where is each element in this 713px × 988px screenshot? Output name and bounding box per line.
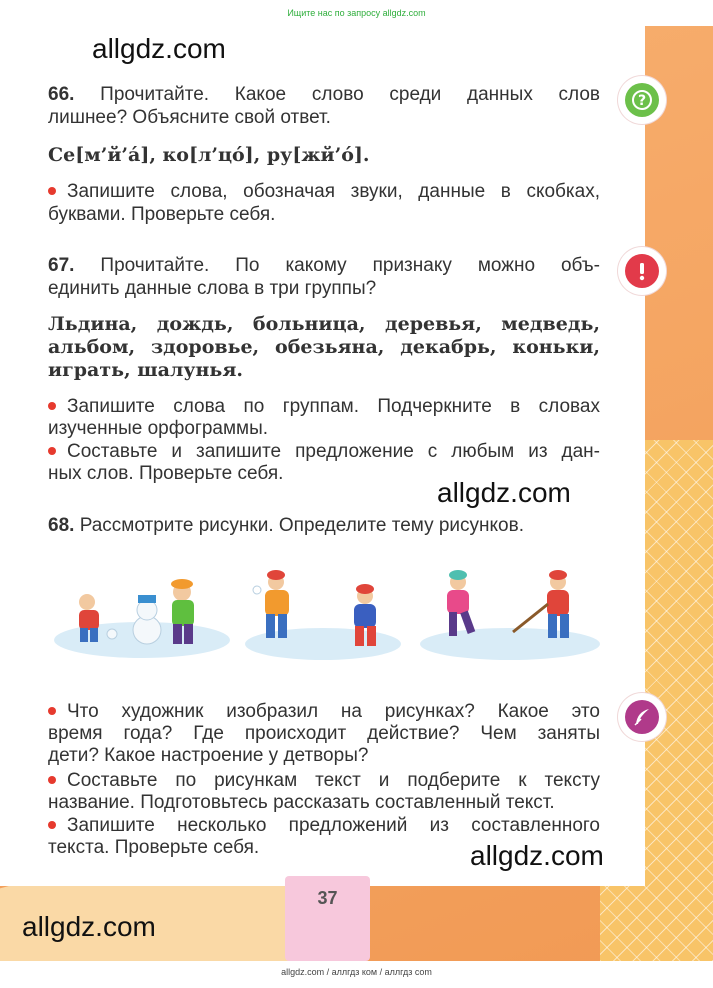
exercise-67-task2-line2: ных слов. Проверьте себя. xyxy=(48,463,284,484)
exercise-68-task-line2: время года? Где происходит действие? Чем заняты xyxy=(48,723,600,744)
exercise-67-task: Запишите слова по группам. Подчеркните в словах xyxy=(48,396,600,418)
exercise-number: 66. xyxy=(48,84,75,105)
exercise-68-task2-line2: название. Подготовьтесь рассказать составленный текст. xyxy=(48,792,555,813)
exclamation-icon xyxy=(625,254,659,288)
exclamation-badge xyxy=(618,247,666,295)
exercise-67-words: играть, шалунья. xyxy=(48,359,243,381)
skating-illustration xyxy=(418,562,603,662)
exercise-number: 67. xyxy=(48,255,75,276)
exercise-66-task: Запишите слова, обозначая звуки, данные в скобках, xyxy=(48,181,600,203)
top-banner[interactable]: Ищите нас по запросу allgdz.com xyxy=(287,8,426,18)
exercise-68-task3-line2: текста. Проверьте себя. xyxy=(48,837,260,858)
exercise-66-text-line2: лишнее? Объясните свой ответ. xyxy=(48,107,331,128)
watermark: allgdz.com xyxy=(470,840,604,871)
snowball-illustration xyxy=(243,562,403,662)
question-icon xyxy=(625,83,659,117)
exercise-67-words: Льдина, дождь, больница, деревья, медведь, xyxy=(48,313,600,335)
watermark: allgdz.com xyxy=(437,477,571,508)
bullet-dot xyxy=(48,776,56,784)
exercise-67-text: 67. Прочитайте. По какому признаку можно объ- xyxy=(48,255,600,276)
svg-text:?: ? xyxy=(637,93,647,109)
exercise-67-task-line2: изученные орфограммы. xyxy=(48,418,269,439)
snowman-illustration xyxy=(52,562,232,662)
question-badge xyxy=(618,76,666,124)
exercise-68-task3: Запишите несколько предложений из составленного xyxy=(48,815,600,837)
watermark: allgdz.com xyxy=(92,33,226,64)
exercise-66-task-line2: буквами. Проверьте себя. xyxy=(48,204,276,225)
quill-badge xyxy=(618,693,666,741)
watermark: allgdz.com xyxy=(22,911,156,942)
exercise-66-text: 66. Прочитайте. Какое слово среди данных слов xyxy=(48,84,601,105)
exercise-67-task2: Составьте и запишите предложение с любым из дан- xyxy=(48,441,600,463)
exercise-number: 68. xyxy=(48,515,75,536)
exercise-67-text-line2: единить данные слова в три группы? xyxy=(48,278,377,299)
exercise-68-text: 68. Рассмотрите рисунки. Определите тему рисунков. xyxy=(48,515,524,536)
exercise-67-words: альбом, здоровье, обезьяна, декабрь, коньки, xyxy=(48,336,600,358)
bullet-dot xyxy=(48,402,56,410)
exercise-68-task2: Составьте по рисункам текст и подберите к тексту xyxy=(48,770,600,792)
quill-icon xyxy=(625,700,659,734)
exercise-68-task-line3: дети? Какое настроение у детворы? xyxy=(48,745,369,766)
bullet-dot xyxy=(48,187,56,195)
exercise-66-words: Се[м’й’á], ко[л’цó], ру[жй’ó]. xyxy=(48,144,370,166)
bullet-dot xyxy=(48,447,56,455)
bullet-dot xyxy=(48,707,56,715)
footer-links[interactable]: allgdz.com / аллгдз ком / аллгдз com xyxy=(0,961,713,988)
page-number: 37 xyxy=(317,888,338,908)
bullet-dot xyxy=(48,821,56,829)
exercise-68-task: Что художник изобразил на рисунках? Какое это xyxy=(48,701,600,723)
